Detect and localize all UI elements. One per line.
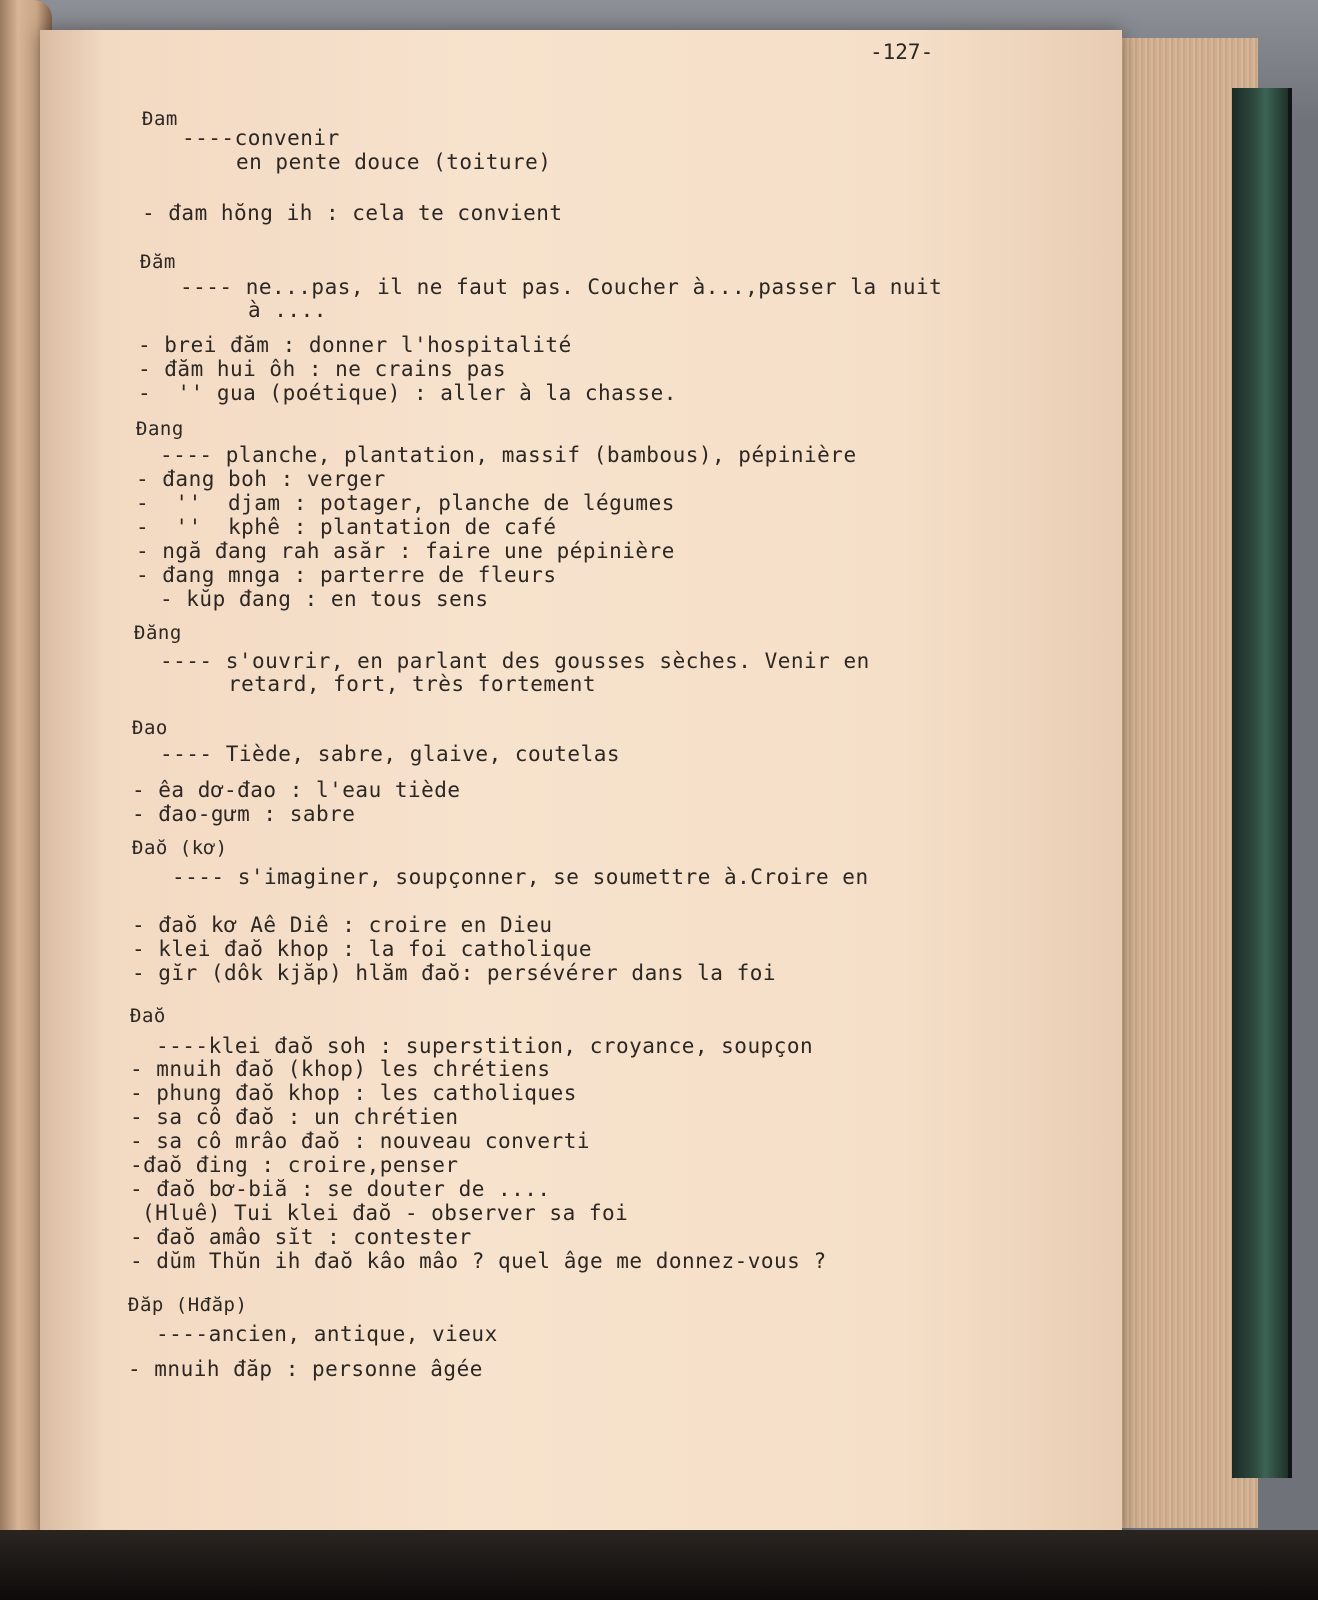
definition-line: à .... (248, 298, 327, 322)
page-number: -127- (870, 40, 934, 64)
headword-dang-breve: Đăng (134, 622, 182, 644)
example-line: - sa cô đaŏ : un chrétien (130, 1105, 459, 1129)
definition-line: retard, fort, très fortement (228, 672, 597, 696)
example-line: -đaŏ đing : croire,penser (130, 1153, 459, 1177)
example-line: - '' djam : potager, planche de légumes (136, 491, 675, 515)
example-line: - đang boh : verger (136, 467, 386, 491)
example-line: (Hluê) Tui klei đaŏ - observer sa foi (142, 1201, 629, 1225)
headword-dao: Đao (132, 717, 168, 739)
example-line: - đang mnga : parterre de fleurs (136, 563, 557, 587)
example-line: - đăm hui ôh : ne crains pas (138, 357, 507, 381)
example-line: - '' kphê : plantation de café (136, 515, 557, 539)
example-line: - kŭp đang : en tous sens (160, 587, 489, 611)
headword-dam-breve: Đăm (140, 251, 176, 273)
definition-line: ---- s'ouvrir, en parlant des gousses sèches. Venir en (160, 649, 870, 673)
example-line: - '' gua (poétique) : aller à la chasse. (138, 381, 677, 405)
example-line: - phung đaŏ khop : les catholiques (130, 1081, 577, 1105)
headword-dao-breve: Đaŏ (130, 1005, 166, 1027)
definition-line: en pente douce (toiture) (236, 150, 552, 174)
definition-line: ---- s'imaginer, soupçonner, se soumettre à.Croire en (172, 865, 869, 889)
definition-line: ---- ne...pas, il ne faut pas. Coucher à...,passer la nuit (180, 275, 943, 299)
example-line: - đaŏ amâo sĭt : contester (130, 1225, 472, 1249)
example-line: - dŭm Thŭn ih đaŏ kâo mâo ? quel âge me donnez-vous ? (130, 1249, 827, 1273)
headword-dao-breve-ko: Đaŏ (kơ) (132, 837, 228, 859)
definition-line: ---- Tiède, sabre, glaive, coutelas (160, 742, 621, 766)
headword-dap: Đăp (Hđăp) (128, 1294, 248, 1316)
definition-line: ----klei đaŏ soh : superstition, croyance, soupçon (156, 1034, 814, 1058)
definition-line: ---- planche, plantation, massif (bambous), pépinière (160, 443, 857, 467)
headword-dam: Đam (142, 108, 178, 130)
example-line: - êa dơ-đao : l'eau tiède (132, 778, 461, 802)
definition-line: ----convenir (182, 126, 340, 150)
example-line: - đao-gưm : sabre (132, 802, 356, 826)
definition-line: ----ancien, antique, vieux (156, 1322, 498, 1346)
example-line: - đaŏ kơ Aê Diê : croire en Dieu (132, 913, 553, 937)
example-line: - mnuih đăp : personne âgée (128, 1357, 483, 1381)
example-line: - sa cô mrâo đaŏ : nouveau converti (130, 1129, 591, 1153)
example-line: - đam hŏng ih : cela te convient (142, 201, 563, 225)
example-line: - brei đăm : donner l'hospitalité (138, 333, 572, 357)
example-line: - mnuih đaŏ (khop) les chrétiens (130, 1057, 551, 1081)
headword-dang: Đang (136, 418, 184, 440)
example-line: - ngă đang rah asăr : faire une pépinière (136, 539, 675, 563)
example-line: - klei đaŏ khop : la foi catholique (132, 937, 593, 961)
example-line: - gĭr (dôk kjăp) hlăm đaŏ: persévérer dans la foi (132, 961, 777, 985)
example-line: - đaŏ bơ-biă : se douter de .... (130, 1177, 551, 1201)
